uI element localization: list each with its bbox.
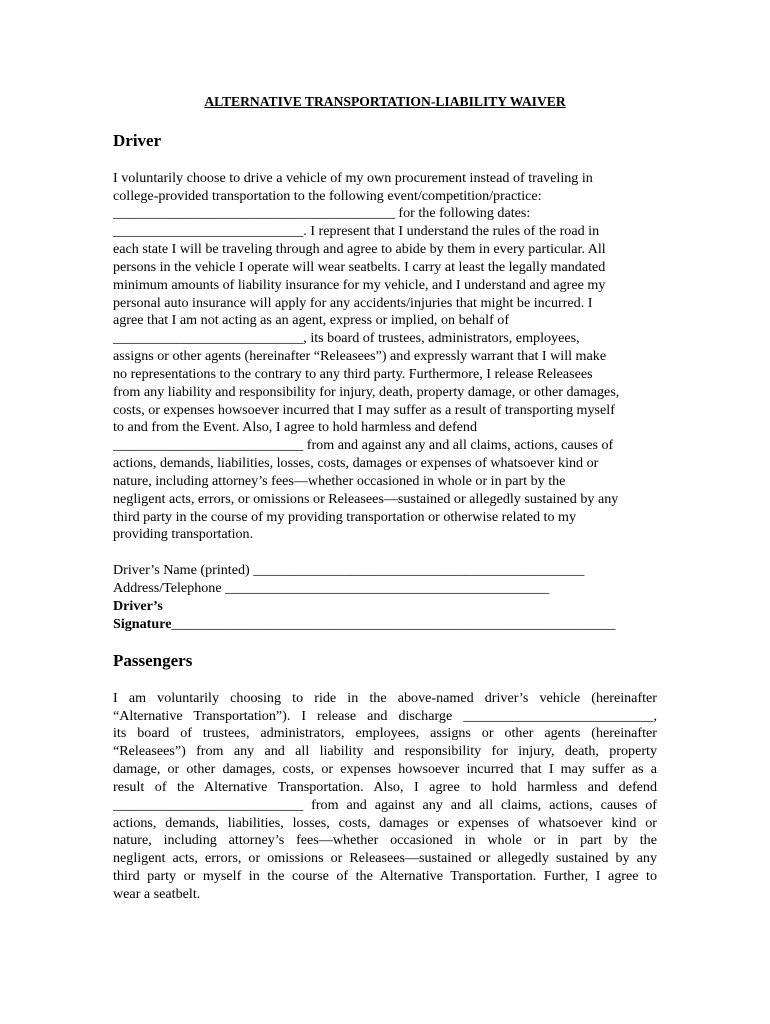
driver-paragraph-line: ___________________________, its board of trustees, administrators, employees, bbox=[113, 330, 580, 346]
driver-paragraph-line: to and from the Event. Also, I agree to hold harmless and defend bbox=[113, 419, 477, 435]
passengers-paragraph-line: third party or myself in the course of the Alternative Transportation. Further, I agree to bbox=[113, 868, 657, 884]
address-telephone-field: Address/Telephone ______________________________________________ bbox=[113, 580, 550, 596]
passengers-paragraph-line: result of the Alternative Transportation. Also, I agree to hold harmless and defend bbox=[113, 779, 657, 795]
driver-paragraph-line: ___________________________ from and against any and all claims, actions, causes of bbox=[113, 437, 614, 453]
passengers-paragraph-line: damage, or other damages, costs, or expenses howsoever incurred that I may suffer as a bbox=[113, 761, 657, 777]
passengers-paragraph-line: nature, including attorney’s fees—whether occasioned in whole or in part by the bbox=[113, 832, 657, 848]
driver-paragraph-line: actions, demands, liabilities, losses, costs, damages or expenses of whatsoever kind or bbox=[113, 455, 599, 471]
signature-blank: _______________________________________________________________ bbox=[171, 616, 616, 632]
driver-signature-field bbox=[113, 615, 615, 633]
driver-paragraph-line: from any liability and responsibility for injury, death, property damage, or other damages, bbox=[113, 384, 620, 400]
driver-paragraph-line: providing transportation. bbox=[113, 526, 254, 542]
driver-paragraph-line: each state I will be traveling through and agree to abide by them in every particular. All bbox=[113, 241, 606, 257]
driver-paragraph-line: ________________________________________ for the following dates: bbox=[113, 205, 531, 221]
passengers-paragraph-line: its board of trustees, administrators, employees, assigns or other agents (hereinafter bbox=[113, 725, 657, 741]
passengers-paragraph-line: ___________________________ from and against any and all claims, actions, causes of bbox=[113, 797, 657, 813]
driver-paragraph-line: assigns or other agents (hereinafter “Releasees”) and expressly warrant that I will make bbox=[113, 348, 607, 364]
driver-paragraph-line: third party in the course of my providing transportation or otherwise related to my bbox=[113, 509, 577, 525]
driver-paragraph-line: college-provided transportation to the following event/competition/practice: bbox=[113, 188, 542, 204]
passengers-paragraph-line: “Alternative Transportation”). I release and discharge ___________________________, bbox=[113, 708, 657, 724]
passengers-paragraph-line: actions, demands, liabilities, losses, costs, damages or expenses of whatsoever kind or bbox=[113, 815, 657, 831]
signature-label: Signature bbox=[113, 616, 172, 632]
passengers-paragraph-line: I am voluntarily choosing to ride in the above-named driver’s vehicle (hereinafter bbox=[113, 690, 657, 706]
driver-name-field: Driver’s Name (printed) _______________________________________________ bbox=[113, 562, 585, 578]
passengers-paragraph-line: negligent acts, errors, or omissions or Releasees—sustained or allegedly sustained by any bbox=[113, 850, 657, 866]
driver-paragraph-line: minimum amounts of liability insurance for my vehicle, and I understand and agree my bbox=[113, 277, 606, 293]
driver-heading: Driver bbox=[113, 131, 162, 150]
passengers-paragraph-line: wear a seatbelt. bbox=[113, 886, 201, 902]
passengers-paragraph-line: “Releasees”) from any and all liability and responsibility for injury, death, property bbox=[113, 743, 657, 759]
driver-paragraph-line: nature, including attorney’s fees—whether occasioned in whole or in part by the bbox=[113, 473, 566, 489]
driver-paragraph-line: costs, or expenses howsoever incurred that I may suffer as a result of transporting myself bbox=[113, 402, 615, 418]
driver-paragraph-line: negligent acts, errors, or omissions or Releasees—sustained or allegedly sustained by any bbox=[113, 491, 619, 507]
driver-paragraph-line: ___________________________. I represent that I understand the rules of the road in bbox=[113, 223, 600, 239]
driver-paragraph-line: I voluntarily choose to drive a vehicle of my own procurement instead of traveling in bbox=[113, 170, 593, 186]
driver-paragraph-line: no representations to the contrary to any third party. Furthermore, I release Releasees bbox=[113, 366, 593, 382]
passengers-heading: Passengers bbox=[113, 651, 193, 670]
document-title: ALTERNATIVE TRANSPORTATION-LIABILITY WAIVER bbox=[204, 94, 566, 109]
driver-signature-label: Driver’s bbox=[113, 598, 163, 614]
driver-paragraph-line: personal auto insurance will apply for any accidents/injuries that might be incurred. I bbox=[113, 295, 593, 311]
driver-paragraph-line: persons in the vehicle I operate will wear seatbelts. I carry at least the legally mandated bbox=[113, 259, 606, 275]
driver-paragraph-line: agree that I am not acting as an agent, express or implied, on behalf of bbox=[113, 312, 510, 328]
